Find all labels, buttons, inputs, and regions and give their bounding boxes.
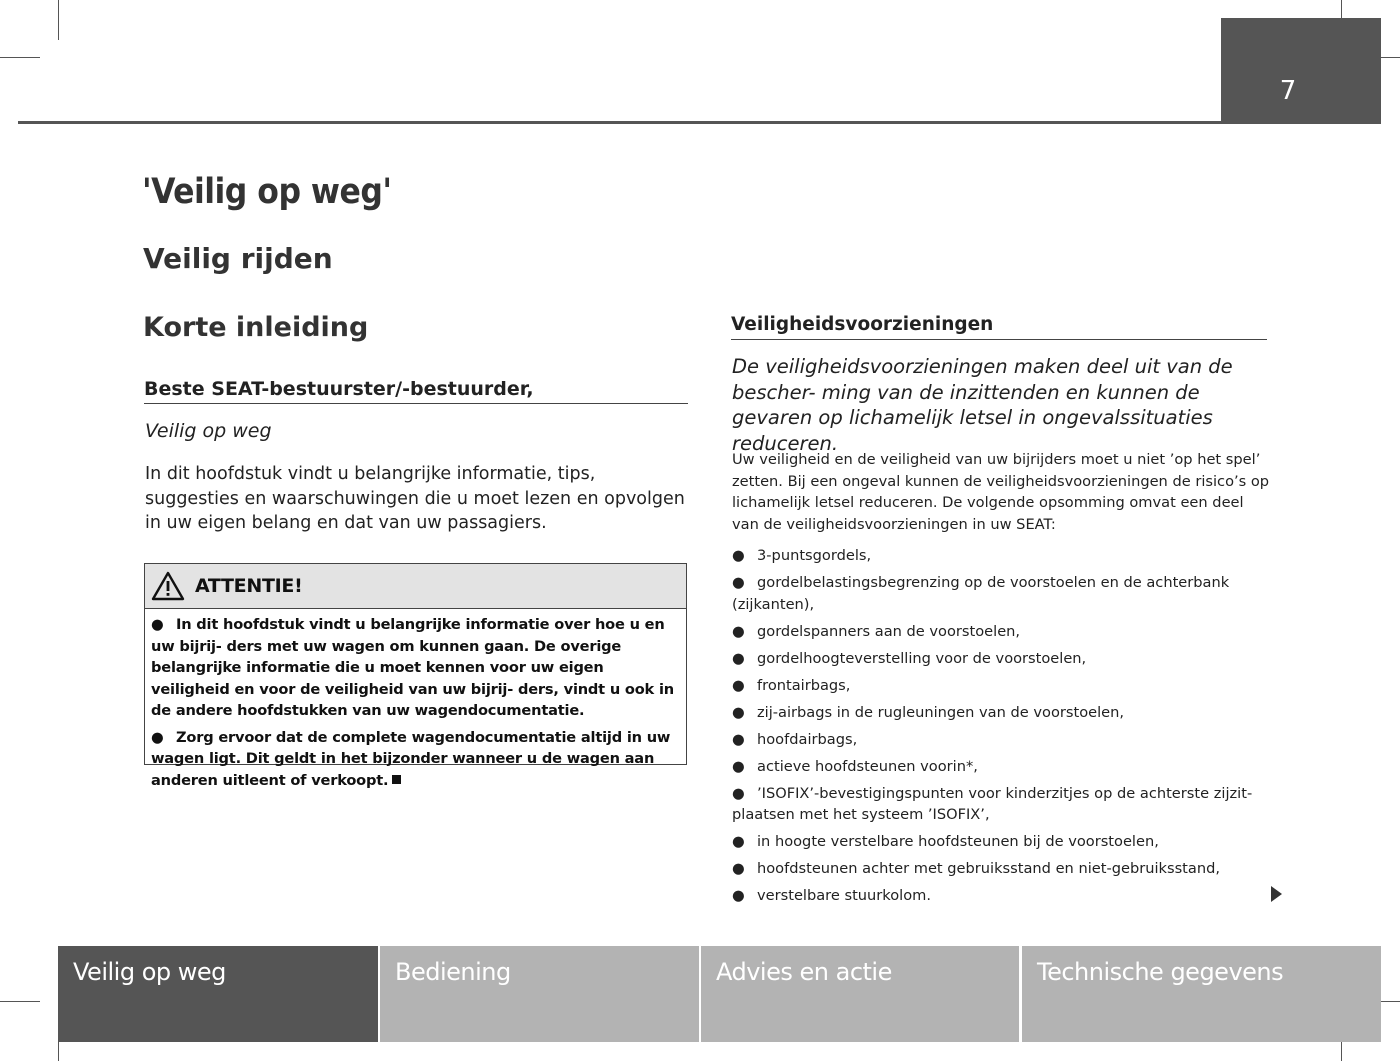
header-rule bbox=[18, 121, 1222, 124]
bullet-icon: ● bbox=[732, 784, 745, 802]
list-item-text: in hoogte verstelbare hoofdsteunen bij de voorstoelen, bbox=[757, 833, 1159, 850]
list-item bbox=[732, 858, 1272, 880]
list-item bbox=[732, 702, 1272, 724]
bullet-icon: ● bbox=[732, 622, 745, 640]
warning-item bbox=[151, 614, 678, 722]
bullet-icon: ● bbox=[732, 703, 745, 721]
list-item-text: frontairbags, bbox=[757, 676, 851, 694]
warning-header bbox=[145, 564, 686, 609]
bullet-icon: ● bbox=[732, 676, 745, 694]
list-item bbox=[732, 648, 1272, 670]
tab-label: Veilig op weg bbox=[73, 958, 226, 986]
list-item-text: gordelspanners aan de voorstoelen, bbox=[757, 622, 1021, 640]
intro-paragraph: In dit hoofdstuk vindt u belangrijke informatie, tips, suggesties en waarschuwingen die u moet lezen en opvolgen in uw eigen belang en dat van uw passagiers. bbox=[145, 464, 685, 533]
list-item-text: ’ISOFIX’-bevestigingspunten voor kinderzitjes op de achterste zijzit- plaatsen met het systeem ’ISOFIX’, bbox=[732, 784, 1253, 823]
list-item-text: zij-airbags in de rugleuningen van de voorstoelen, bbox=[757, 703, 1125, 721]
list-item-text: gordelbelastingsbegrenzing op de voorstoelen en de achterbank (zijkanten), bbox=[732, 574, 1230, 613]
warning-body bbox=[145, 609, 686, 791]
safety-heading: Veiligheidsvoorzieningen bbox=[731, 314, 1267, 340]
italic-subheading: Veilig op weg bbox=[145, 420, 272, 442]
list-item bbox=[732, 783, 1272, 826]
end-of-section-icon bbox=[392, 775, 401, 784]
safety-list bbox=[732, 545, 1272, 912]
warning-title: ATTENTIE! bbox=[195, 575, 303, 597]
list-item-text: 3-puntsgordels, bbox=[757, 547, 872, 564]
list-item bbox=[732, 675, 1272, 697]
list-item-text: actieve hoofdsteunen voorin*, bbox=[757, 757, 978, 775]
page-number-box bbox=[1221, 18, 1381, 124]
tab-label: Technische gegevens bbox=[1037, 958, 1284, 986]
tab-technische-gegevens[interactable] bbox=[1022, 946, 1381, 1042]
list-item bbox=[732, 756, 1272, 778]
warning-item-text: In dit hoofdstuk vindt u belangrijke informatie over hoe u en uw bijrij- ders met uw wagen om kunnen gaan. De overige belangrijke informatie die u moet kennen voor uw eigen veiligheid en voor de veiligheid van uw bijrij- ders, vindt u ook in de andere hoofdstukken van uw wagendocumentatie. bbox=[151, 616, 674, 719]
bullet-icon: ● bbox=[151, 616, 164, 633]
tab-label: Bediening bbox=[395, 958, 511, 986]
warning-box bbox=[144, 563, 687, 789]
tab-veilig-op-weg[interactable] bbox=[58, 946, 378, 1042]
list-item bbox=[732, 729, 1272, 751]
bullet-icon: ● bbox=[732, 730, 745, 748]
bullet-icon: ● bbox=[732, 574, 745, 591]
bullet-icon: ● bbox=[732, 887, 745, 904]
section-title: Veilig rijden bbox=[143, 242, 333, 275]
next-page-arrow-icon[interactable] bbox=[1271, 886, 1282, 902]
page-number: 7 bbox=[1279, 76, 1297, 106]
warning-item bbox=[151, 727, 678, 792]
list-item bbox=[732, 545, 1272, 567]
list-item-text: hoofdsteunen achter met gebruiksstand en niet-gebruiksstand, bbox=[757, 860, 1220, 877]
list-item bbox=[732, 885, 1272, 907]
bullet-icon: ● bbox=[151, 728, 164, 746]
chapter-title: 'Veilig op weg' bbox=[142, 172, 392, 212]
bullet-icon: ● bbox=[732, 860, 745, 877]
crop-mark bbox=[0, 57, 40, 58]
tab-bediening[interactable] bbox=[380, 946, 699, 1042]
list-item-text: verstelbare stuurkolom. bbox=[757, 887, 931, 904]
list-item bbox=[732, 831, 1272, 853]
list-item bbox=[732, 572, 1272, 615]
safety-paragraph: Uw veiligheid en de veiligheid van uw bijrijders moet u niet ’op het spel’ zetten. Bij een ongeval kunnen de veiligheidsvoorzieningen de risico’s op lichamelijk letsel reduceren. De volgende opsomming omvat een deel van de veiligheidsvoorzieningen in uw SEAT: bbox=[732, 451, 1270, 533]
warning-triangle-icon bbox=[151, 571, 185, 601]
tab-advies-en-actie[interactable] bbox=[701, 946, 1019, 1042]
subsection-title: Korte inleiding bbox=[143, 312, 369, 343]
bullet-icon: ● bbox=[732, 547, 745, 564]
list-item-text: hoofdairbags, bbox=[757, 730, 858, 748]
list-item bbox=[732, 621, 1272, 643]
greeting-heading: Beste SEAT-bestuurster/-bestuurder, bbox=[144, 378, 688, 404]
tab-label: Advies en actie bbox=[716, 958, 892, 986]
crop-mark bbox=[0, 1001, 40, 1002]
chapter-tabs bbox=[58, 946, 1381, 1042]
bullet-icon: ● bbox=[732, 649, 745, 667]
safety-lead: De veiligheidsvoorzieningen maken deel uit van de bescher- ming van de inzittenden en kunnen de gevaren op lichamelijk letsel in ongevalssituaties reduceren. bbox=[732, 355, 1233, 455]
bullet-icon: ● bbox=[732, 757, 745, 775]
bullet-icon: ● bbox=[732, 833, 745, 850]
crop-mark bbox=[58, 0, 59, 40]
list-item-text: gordelhoogteverstelling voor de voorstoelen, bbox=[757, 649, 1087, 667]
warning-item-text: Zorg ervoor dat de complete wagendocumentatie altijd in uw wagen ligt. Dit geldt in het bijzonder wanneer u de wagen aan anderen uitleent of verkoopt. bbox=[151, 728, 671, 789]
